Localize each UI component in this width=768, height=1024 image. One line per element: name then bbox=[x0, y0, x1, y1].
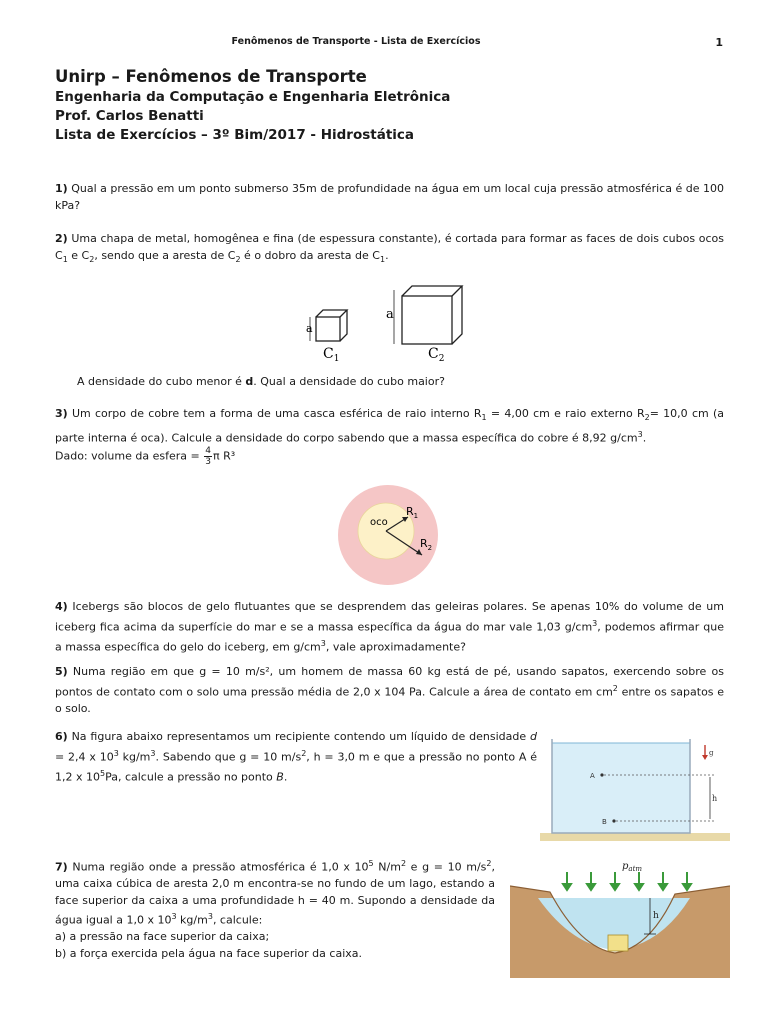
program-line: Engenharia da Computação e Engenharia Eletrônica bbox=[55, 89, 451, 105]
question-text: Numa região em que g = 10 m/s², um homem de massa 60 kg está de pé, usando sapatos, exercendo sobre os pontos de contato com o solo uma pressão média de 2,0 x 104 Pa. Calcule a área de contato em cm bbox=[55, 665, 724, 699]
r2-label: $R_2$ bbox=[420, 537, 433, 552]
question-text: A densidade do cubo menor é bbox=[77, 375, 246, 388]
question-text: é o dobro da aresta de C bbox=[240, 248, 380, 262]
question-text: Qual a pressão em um ponto submerso 35m de profundidade na água em um local cuja pressão atmosférica é de 100 kPa? bbox=[55, 182, 725, 212]
question-number: 7) bbox=[55, 860, 68, 874]
course-title: Unirp – Fenômenos de Transporte bbox=[55, 67, 367, 86]
question-text: . Sabendo que g = 10 m/s bbox=[155, 750, 302, 764]
question-number: 1) bbox=[55, 182, 68, 195]
label-h: h bbox=[653, 911, 659, 921]
question-text: Um corpo de cobre tem a forma de uma casca esférica de raio interno R bbox=[71, 407, 482, 420]
variable-d: d bbox=[530, 730, 538, 743]
superscript: 3 bbox=[592, 618, 598, 628]
question-text: e C bbox=[67, 248, 90, 262]
container-figure bbox=[540, 735, 730, 843]
question-text: kg/m bbox=[176, 913, 208, 927]
superscript: 2 bbox=[612, 683, 618, 693]
label-h: h bbox=[712, 794, 718, 803]
item-b: b) a força exercida pela água na face superior da caixa. bbox=[55, 946, 362, 960]
question-text: Na figura abaixo representamos um recipiente contendo um líquido de densidade bbox=[71, 730, 531, 743]
question-7 bbox=[55, 856, 495, 962]
p-atm-label: $p_{atm}$ bbox=[622, 861, 643, 873]
subscript: 2 bbox=[89, 254, 95, 264]
question-text: , sendo que a aresta de C bbox=[94, 248, 236, 262]
variable-d: d bbox=[245, 375, 254, 388]
question-3 bbox=[55, 406, 724, 447]
professor-line: Prof. Carlos Benatti bbox=[55, 108, 204, 124]
question-text: e g = 10 m/s bbox=[406, 860, 487, 874]
superscript: 3 bbox=[637, 429, 643, 439]
superscript: 2 bbox=[400, 859, 407, 868]
label-g: g bbox=[709, 749, 714, 757]
superscript: 3 bbox=[113, 748, 119, 758]
cube-c1 bbox=[316, 310, 347, 341]
ground bbox=[540, 833, 730, 841]
edge-label-2a: a bbox=[386, 307, 394, 322]
question-text: . bbox=[642, 431, 647, 445]
question-text: N/m bbox=[373, 860, 401, 874]
title-block bbox=[55, 66, 450, 145]
question-text: . Qual a densidade do cubo maior? bbox=[253, 375, 445, 388]
question-6 bbox=[55, 729, 537, 786]
question-text: , h = 3,0 m e que a pressão no ponto A é 1,2 x 10 bbox=[55, 750, 537, 784]
subscript: 2 bbox=[644, 413, 650, 423]
question-number: 3) bbox=[55, 407, 68, 420]
question-number: 5) bbox=[55, 665, 68, 678]
question-number: 6) bbox=[55, 730, 68, 743]
cube-c2 bbox=[402, 286, 462, 344]
superscript: 2 bbox=[301, 748, 307, 758]
question-text: . bbox=[283, 770, 288, 784]
subscript: 1 bbox=[481, 413, 487, 423]
question-text: kg/m bbox=[118, 750, 151, 764]
liquid bbox=[552, 743, 690, 833]
variable-b: B bbox=[276, 770, 284, 784]
question-text: Uma chapa de metal, homogênea e fina (de espessura constante), é cortada para formar as faces de dois cubos ocos C bbox=[55, 232, 724, 262]
question-1 bbox=[55, 181, 724, 214]
question-2 bbox=[55, 231, 724, 268]
superscript: 5 bbox=[100, 768, 106, 778]
question-5 bbox=[55, 664, 724, 717]
hollow-label: oco bbox=[370, 517, 388, 528]
spherical-shell-figure bbox=[336, 483, 440, 587]
question-4 bbox=[55, 599, 724, 656]
question-text: Pa, calcule a pressão no ponto bbox=[105, 770, 277, 784]
list-title: Lista de Exercícios – 3º Bim/2017 - Hidrostática bbox=[55, 127, 415, 143]
label-b: B bbox=[602, 818, 607, 826]
question-text: , podemos afirmar que a massa específica do gelo do iceberg, em g/cm bbox=[55, 620, 725, 654]
given-text: π R³ bbox=[212, 449, 236, 463]
question-2-followup bbox=[77, 374, 677, 391]
point-b bbox=[612, 819, 615, 822]
question-text: , uma caixa cúbica de aresta 2,0 m encontra-se no fundo de um lago, estando a face superior da caixa a uma profundidade h = 40 m. Supondo a densidade da água igual a 1,0 x 10 bbox=[55, 860, 495, 927]
question-3-given bbox=[55, 446, 724, 467]
item-a: a) a pressão na face superior da caixa; bbox=[55, 930, 270, 944]
superscript: 5 bbox=[368, 859, 374, 868]
fraction: $\frac{4}{3}$ bbox=[205, 446, 211, 467]
subscript: 1 bbox=[379, 254, 386, 264]
edge-label-a: a bbox=[306, 322, 313, 335]
superscript: 3 bbox=[150, 748, 156, 758]
question-number: 4) bbox=[55, 600, 68, 613]
subscript: 2 bbox=[235, 254, 241, 264]
superscript: 2 bbox=[486, 859, 492, 868]
superscript: 3 bbox=[171, 912, 177, 922]
lake-figure bbox=[510, 858, 730, 978]
point-a bbox=[600, 773, 603, 776]
label-a: A bbox=[590, 772, 595, 780]
given-text: Dado: volume da esfera = bbox=[55, 449, 204, 463]
question-text: , calcule: bbox=[212, 913, 263, 927]
r1-label: $R_1$ bbox=[406, 505, 419, 520]
cubic-box bbox=[608, 935, 628, 951]
question-text: = 10,0 cm (a parte interna é oca). Calcule a densidade do corpo sabendo que a massa específica do cobre é 8,92 g/cm bbox=[55, 407, 725, 445]
cube-label-c1: $C_1$ bbox=[323, 346, 340, 362]
question-text: = 4,00 cm e raio externo R bbox=[486, 407, 645, 420]
page-number: 1 bbox=[715, 36, 723, 49]
question-text: entre os sapatos e o solo. bbox=[55, 685, 724, 715]
running-title: Fenômenos de Transporte - Lista de Exercícios bbox=[231, 36, 481, 47]
cubes-figure bbox=[296, 282, 486, 362]
gravity-arrowhead bbox=[702, 755, 708, 760]
cube-label-c2: $C_2$ bbox=[428, 346, 445, 362]
question-number: 2) bbox=[55, 232, 68, 245]
question-text: Numa região onde a pressão atmosférica é 1,0 x 10 bbox=[72, 860, 369, 874]
superscript: 3 bbox=[207, 912, 213, 922]
subscript: 1 bbox=[62, 254, 68, 264]
superscript: 3 bbox=[320, 638, 326, 648]
question-text: , vale aproximadamente? bbox=[325, 640, 466, 654]
question-text: . bbox=[385, 248, 389, 262]
question-text: Icebergs são blocos de gelo flutuantes que se desprendem das geleiras polares. Se apenas 10% do volume de um iceberg fica acima da superfície do mar e se a massa específica da água do mar vale 1,03 g/cm bbox=[55, 600, 724, 634]
question-text: = 2,4 x 10 bbox=[55, 750, 114, 764]
